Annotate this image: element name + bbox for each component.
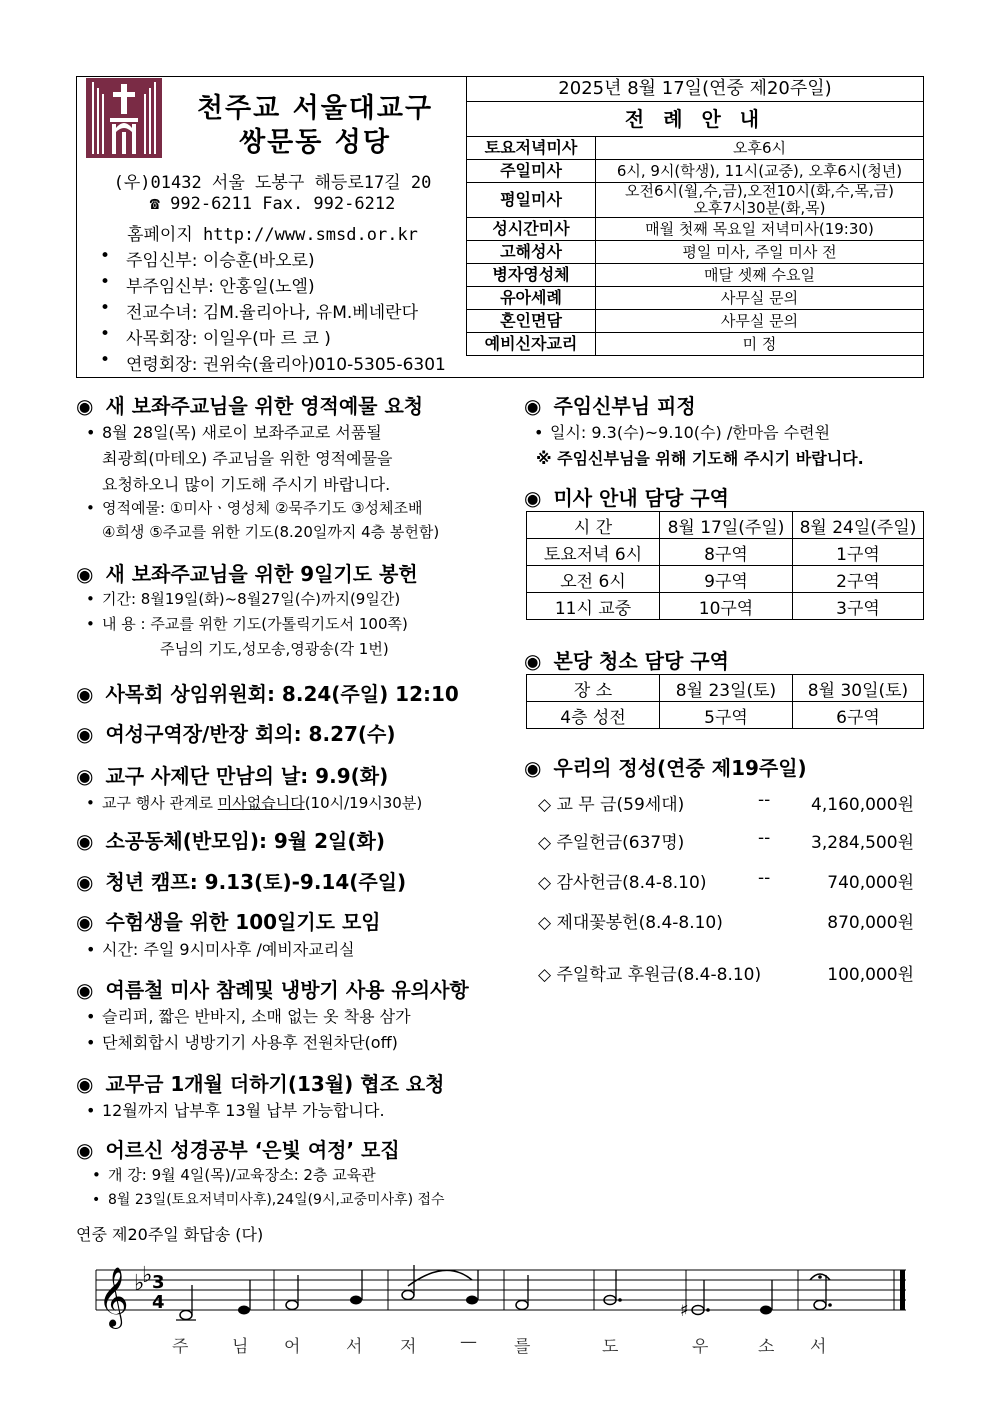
bullet-icon: ◉: [524, 394, 542, 418]
liturgy-heading: 전 례 안 내: [467, 102, 924, 137]
liturgy-row: 예비신자교리 미 정: [467, 333, 924, 356]
bullet-icon: ◉: [524, 649, 542, 673]
lyric-syllable: 우: [692, 1337, 709, 1357]
section-priests-day-title: ◉ 교구 사제단 만남의 날: 9.9(화): [76, 764, 389, 788]
section-women-leaders-title: ◉ 여성구역장/반장 회의: 8.27(수): [76, 722, 396, 746]
table-row: 오전 6시 9구역 2구역: [527, 566, 924, 593]
section-offerings-title: ◉ 우리의 정성(연중 제19주일): [524, 756, 807, 780]
psalm-title: 연중 제20주일 화답송 (다): [76, 1225, 264, 1244]
offering-row: ◇ 교 무 금(59세대) -- 4,160,000원: [538, 790, 914, 815]
section-novena-title: ◉ 새 보좌주교님을 위한 9일기도 봉헌: [76, 562, 418, 586]
church-phone: ☎ 992-6211 Fax. 992-6212: [149, 194, 396, 214]
sharp-icon: ♯: [680, 1300, 689, 1321]
liturgy-date: 2025년 8월 17일(연중 제20주일): [467, 77, 924, 102]
spiritual-offering-line: ④희생 ⑤주교를 위한 기도(8.20일까지 4층 봉헌함): [102, 523, 440, 541]
liturgy-row: 성시간미사 매월 첫째 목요일 저녁미사(19:30): [467, 218, 924, 241]
bible-study-line: • 8월 23일(토요저녁미사후),24일(9시,교중미사후) 접수: [92, 1192, 445, 1208]
mass-guide-table: [526, 511, 924, 620]
section-youth-camp-title: ◉ 청년 캠프: 9.13(토)-9.14(주일): [76, 870, 407, 894]
liturgy-row: 혼인면담 사무실 문의: [467, 310, 924, 333]
section-small-community-title: ◉ 소공동체(반모임): 9월 2일(화): [76, 829, 385, 853]
treble-clef-icon: 𝄞: [98, 1267, 129, 1327]
bullet-icon: ◉: [76, 870, 94, 894]
time-signature-bottom: 4: [152, 1292, 165, 1313]
bullet-icon: ◉: [76, 764, 94, 788]
bullet-icon: ◉: [76, 1072, 94, 1096]
lyric-syllable: 저: [400, 1337, 417, 1357]
section-cleaning-title: ◉ 본당 청소 담당 구역: [524, 649, 729, 673]
novena-line: 주님의 기도,성모송,영광송(각 1번): [160, 640, 389, 658]
section-summer-notice-title: ◉ 여름철 미사 참례및 냉방기 사용 유의사항: [76, 978, 469, 1002]
bullet-icon: ◉: [76, 562, 94, 586]
table-row: 4층 성전 5구역 6구역: [527, 702, 924, 729]
liturgy-row: 주일미사 6시, 9시(학생), 11시(교중), 오후6시(청년): [467, 160, 924, 183]
bible-study-line: • 개 강: 9월 4일(목)/교육장소: 2층 교육관: [92, 1166, 376, 1184]
lyric-syllable: 도: [602, 1337, 619, 1357]
bullet-icon: ◉: [76, 829, 94, 853]
liturgy-row: 토요저녁미사 오후6시: [467, 137, 924, 160]
music-staff: [76, 1250, 916, 1330]
lyric-syllable: 서: [810, 1337, 827, 1357]
lyric-syllable: 주: [172, 1337, 189, 1357]
table-row: 장 소 8월 23일(토) 8월 30일(토): [527, 675, 924, 702]
staff-pastor: • 주임신부: 이승훈(바오로): [100, 246, 315, 271]
bullet-icon: ◉: [76, 910, 94, 934]
lyric-syllable: —: [460, 1332, 477, 1352]
summer-notice-line: • 슬리퍼, 짧은 반바지, 소매 없는 옷 착용 삼가: [86, 1007, 411, 1026]
section-retreat-title: ◉ 주임신부님 피정: [524, 394, 696, 418]
exam-prayer-line: • 시간: 주일 9시미사후 /예비자교리실: [86, 940, 355, 959]
church-address: (우)01432 서울 도봉구 해등로17길 20: [113, 173, 432, 193]
bullet-icon: ◉: [524, 486, 542, 510]
liturgy-row: 병자영성체 매달 셋째 수요일: [467, 264, 924, 287]
church-name-line1: 천주교 서울대교구: [196, 93, 434, 124]
spiritual-offering-line: • 영적예물: ①미사ㆍ영성체 ②묵주기도 ③성체조배: [86, 499, 423, 517]
bullet-icon: ◉: [76, 1138, 94, 1162]
offering-row: ◇ 주일학교 후원금(8.4-8.10) 100,000원: [538, 965, 914, 985]
lyric-syllable: 님: [232, 1337, 249, 1357]
spiritual-offering-line: 최광희(마테오) 주교님을 위한 영적예물을: [102, 449, 393, 468]
section-bible-study-title: ◉ 어르신 성경공부 ‘은빛 여정’ 모집: [76, 1138, 400, 1162]
novena-line: • 기간: 8월19일(화)~8월27일(수)까지(9일간): [86, 590, 401, 608]
bullet-icon: ◉: [76, 722, 94, 746]
liturgy-row: 유아세례 사무실 문의: [467, 287, 924, 310]
dues-line: • 12월까지 납부후 13월 납부 가능합니다.: [86, 1101, 385, 1120]
spiritual-offering-line: • 8월 28일(목) 새로이 보좌주교로 서품될: [86, 423, 382, 442]
lyric-syllable: 소: [758, 1337, 775, 1357]
section-mass-guide-title: ◉ 미사 안내 담당 구역: [524, 486, 729, 510]
church-logo-icon: [86, 78, 162, 158]
time-signature-top: 3: [152, 1272, 165, 1293]
staff-sisters: • 전교수녀: 김M.율리아나, 유M.베네란다: [100, 298, 418, 323]
section-exam-prayer-title: ◉ 수험생을 위한 100일기도 모임: [76, 910, 381, 934]
flat-icon: ♭: [142, 1263, 153, 1288]
offering-row: ◇ 주일헌금(637명) -- 3,284,500원: [538, 828, 914, 853]
table-row: 토요저녁 6시 8구역 1구역: [527, 539, 924, 566]
offering-row: ◇ 감사헌금(8.4-8.10) -- 740,000원: [538, 868, 914, 893]
flat-icon: ♭: [134, 1271, 145, 1296]
church-homepage: 홈페이지 http://www.smsd.or.kr: [127, 225, 418, 245]
lyric-syllable: 를: [514, 1337, 531, 1357]
liturgy-table: [466, 76, 924, 356]
liturgy-row: 고해성사 평일 미사, 주일 미사 전: [467, 241, 924, 264]
lyric-syllable: 어: [284, 1337, 301, 1357]
church-name-line2: 쌍문동 성당: [239, 127, 391, 158]
section-spiritual-offering-title: ◉ 새 보좌주교님을 위한 영적예물 요청: [76, 394, 424, 418]
staff-assistant-pastor: • 부주임신부: 안홍일(노엘): [100, 272, 315, 297]
staff-funeral-president: • 연령회장: 권위숙(율리아)010-5305-6301: [100, 350, 446, 375]
novena-line: • 내 용 : 주교를 위한 기도(가톨릭기도서 100쪽): [86, 615, 408, 633]
bullet-icon: ◉: [76, 394, 94, 418]
bullet-icon: ◉: [524, 756, 542, 780]
cleaning-table: [526, 674, 924, 729]
lyric-syllable: 서: [346, 1337, 363, 1357]
spiritual-offering-line: 요청하오니 많이 기도해 주시기 바랍니다.: [102, 475, 391, 494]
retreat-line: • 일시: 9.3(수)~9.10(수) /한마음 수련원: [534, 423, 831, 442]
section-dues-title: ◉ 교무금 1개월 더하기(13월) 협조 요청: [76, 1072, 445, 1096]
retreat-line: ※ 주임신부님을 위해 기도해 주시기 바랍니다.: [536, 449, 864, 468]
bullet-icon: ◉: [76, 682, 94, 706]
table-row: 시 간 8월 17일(주일) 8월 24일(주일): [527, 512, 924, 539]
summer-notice-line: • 단체회합시 냉방기기 사용후 전원차단(off): [86, 1033, 398, 1052]
staff-council-president: • 사목회장: 이일우(마 르 코 ): [100, 324, 331, 349]
offering-row: ◇ 제대꽃봉헌(8.4-8.10) 870,000원: [538, 913, 914, 933]
bullet-icon: ◉: [76, 978, 94, 1002]
liturgy-row: 평일미사 오전6시(월,수,금),오전10시(화,수,목,금) 오후7시30분(화,목): [467, 183, 924, 218]
table-row: 11시 교중 10구역 3구역: [527, 593, 924, 620]
section-council-title: ◉ 사목회 상임위원회: 8.24(주일) 12:10: [76, 682, 459, 706]
priests-day-line: • 교구 행사 관계로 미사없습니다(10시/19시30분): [86, 794, 423, 812]
